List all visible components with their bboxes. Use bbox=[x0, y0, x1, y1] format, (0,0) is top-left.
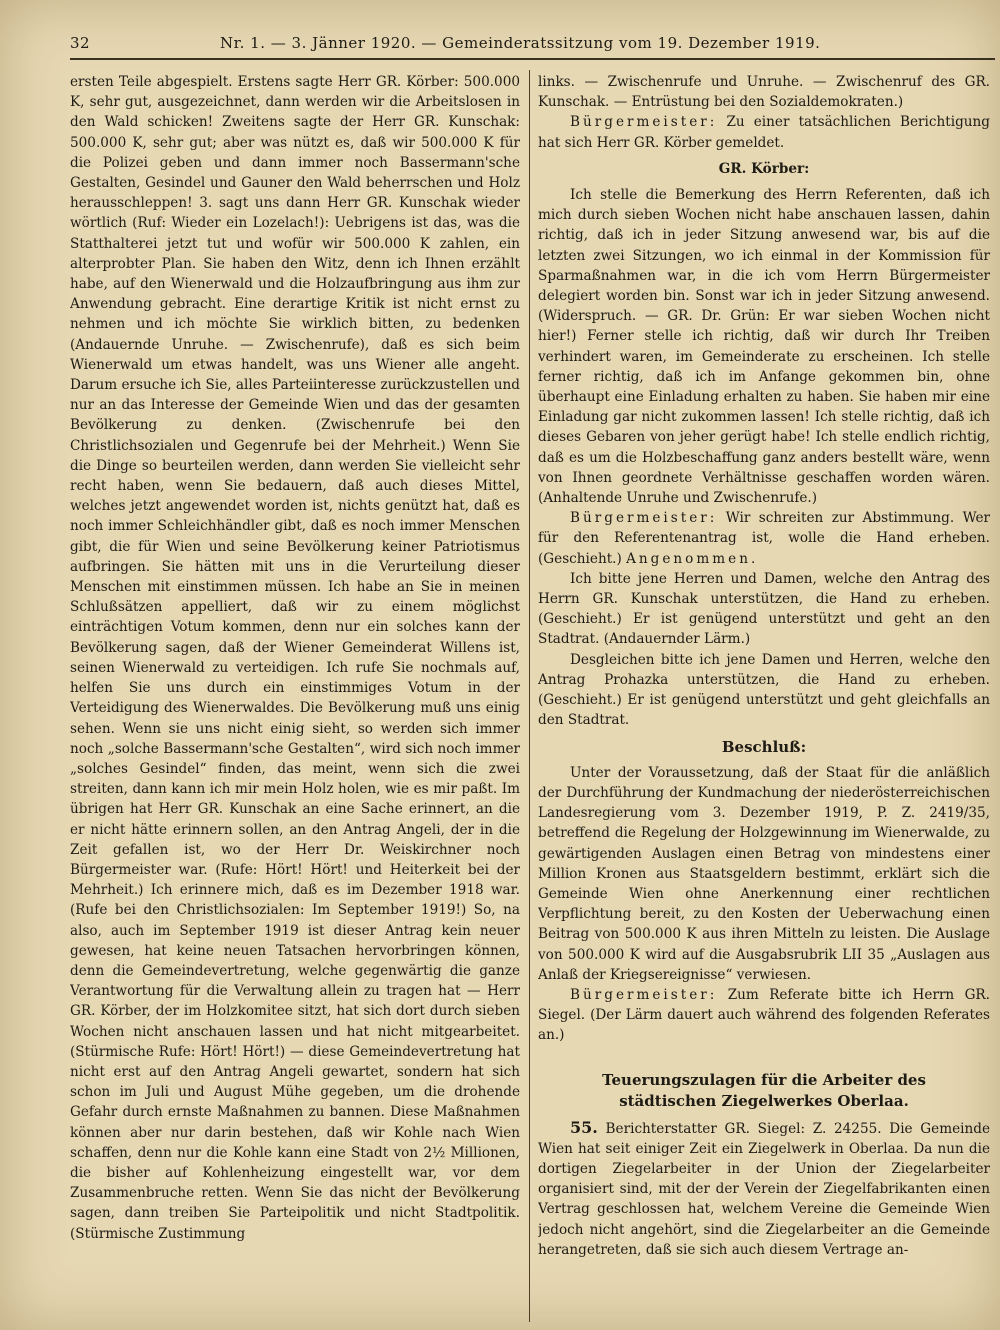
resolution-heading: Beschluß: bbox=[721, 737, 807, 756]
item-number: 55. bbox=[570, 1117, 598, 1137]
speaker-mayor: Bürgermeister: bbox=[570, 510, 718, 527]
continued-paragraph: links. — Zwischenrufe und Unruhe. — Zwischenruf des GR. Kunschak. — Entrüstung bei den Sozialdemokraten.) bbox=[538, 74, 990, 111]
mayor-text-3: Zum Referate bitte ich Herrn GR. Siegel. (Der Lärm dauert auch während des folgenden Referates an.) bbox=[538, 986, 990, 1044]
item-55-text: Berichterstatter GR. Siegel: Z. 24255. Die Gemeinde Wien hat seit einiger Zeit ein Ziegelwerk in Oberlaa. Da nun die dortigen Ziegelarbeiter in der Union der Ziegelarbeiter organisiert sind, mit der der Verein der Ziegelfabrikanten einen Vertrag geschlossen hat, welchem Vereine die Gemeinde Wien jedoch nicht angehört, sind die Ziegelarbeiter an die Gemeinde herangetreten, daß sie sich auch diesem Vertrage an- bbox=[538, 1120, 990, 1258]
running-head: Nr. 1. — 3. Jänner 1920. — Gemeinderatssitzung vom 19. Dezember 1919. bbox=[220, 34, 821, 52]
mayor-paragraph-2 bbox=[538, 508, 990, 569]
motion-prohazka: Desgleichen bitte ich jene Damen und Herren, welche den Antrag Prohazka unterstützen, die Hand zu erheben. (Geschieht.) Er ist genügend unterstützt und geht gleichfalls an den Stadtrat. bbox=[538, 651, 990, 729]
section-heading: Teuerungszulagen für die Arbeiter des städtischen Ziegelwerkes Oberlaa. bbox=[602, 1070, 926, 1110]
page-header bbox=[70, 30, 995, 58]
item-55-paragraph bbox=[538, 1118, 990, 1260]
column-divider bbox=[529, 70, 530, 1322]
page-number: 32 bbox=[70, 34, 91, 52]
left-column-text: ersten Teile abgespielt. Erstens sagte Herr GR. Körber: 500.000 K, sehr gut, ausgezeichnet, dann werden wir die Arbeitslosen in den Wald schicken! Zweitens sagte der Herr GR. Kunschak: 500.000 K, sehr gut; aber was nützt es, daß wir 500.000 K für die Polizei geben und dann immer noch Bassermann'sche Gestalten, Gesindel und Gauner den Wald beherrschen und Holz herausschleppen! 3. sagt uns dann Herr GR. Kunschak wieder wörtlich (Ruf: Wieder ein Lozelach!): Uebrigens ist das, was die Statthalterei jetzt tut und wofür wir 500.000 K zahlen, ein alterprobter Plan. Sie haben den Witz, denn ich Ihnen erzählt habe, auf den Wienerwald und die Holzaufbringung aus ihm zur Anwendung gebracht. Eine derartige Kritik ist nicht ernst zu nehmen und ich möchte Sie wirklich bitten, zu bedenken (Andauernde Unruhe. — Zwischenrufe), daß es sich beim Wienerwald um etwas handelt, was uns Wiener alle angeht. Darum ersuche ich Sie, alles Parteiinteresse zurückzustellen und nur an das Interesse der Gemeinde Wien und das der gesamten Bevölkerung zu denken. (Zwischenrufe bei den Christlichsozialen und Gegenrufe bei der Mehrheit.) Wenn Sie die Dinge so beurteilen werden, dann werden Sie vielleicht sehr recht haben, wenn Sie bedauern, daß auch dieses Mittel, welches jetzt angewendet worden ist, nichts genützt hat, daß es noch immer Schleichhändler gibt, daß es noch immer Menschen gibt, die für Wien und seine Bevölkerung keiner Patriotismus aufbringen. Sie hätten mit uns in die Verurteilung dieser Menschen mit einstimmen müssen. Ich habe an Sie in meinen Schlußsätzen appelliert, daß wir zu einem möglichst einträchtigen Votum kommen, denn nur ein solches kann der Bevölkerung sagen, daß der Wiener Gemeinderat Willens ist, seinen Wienerwald zu verteidigen. Ich rufe Sie nochmals auf, helfen Sie uns durch ein einstimmiges Votum in der Verteidigung des Wienerwaldes. Die Bevölkerung muß uns einig sehen. Wenn sie uns nicht einig sieht, so werden sich immer noch „solche Bassermann'sche Gestalten“, wird sich noch immer „solches Gesindel“ finden, das meint, wenn sich die zwei streiten, dann kann ich mir mein Holz holen, wie es mir paßt. Im übrigen hat Herr GR. Kunschak an eine Sache erinnert, an die er nicht hätte erinnern sollen, an den Antrag Angeli, der in die Zeit gefallen ist, wo der Herr Dr. Weiskirchner noch Bürgermeister war. (Rufe: Hört! Hört! und Heiterkeit bei der Mehrheit.) Ich erinnere mich, daß es im Dezember 1918 war. (Rufe bei den Christlichsozialen: Im September 1919!) So, na also, auch im September 1919 ist dieser Antrag kein neuer gewesen, hat keine neuen Tatsachen hervorbringen können, denn die Gemeindevertretung, welche gegenwärtig die ganze Verantwortung für die Verwaltung allein zu tragen hat — Herr GR. Körber, der im Holzkomitee sitzt, hat sich dort durch sieben Wochen nicht anschauen lassen und hat nicht mitgearbeitet. (Stürmische Rufe: Hört! Hört!) — diese Gemeindevertretung hat nicht erst auf den Antrag Angeli gewartet, sondern hat sich schon im Juli und August Mühe gegeben, um die drohende Gefahr durch ernste Maßnahmen zu bannen. Diese Maßnahmen können aber nur darin bestehen, daß wir Kohle nach Wien schaffen, denn nur die Kohle kann eine Stadt von 2½ Millionen, die bisher auf Kohlenheizung eingestellt war, vor dem Zusammenbruche retten. Wenn Sie das nicht der Bevölkerung sagen, dann treiben Sie Parteipolitik und nicht Stadtpolitik. (Stürmische Zustimmung bbox=[70, 74, 520, 1242]
speaker-mayor: Bürgermeister: bbox=[570, 114, 718, 131]
vote-result: Angenommen. bbox=[626, 550, 759, 567]
header-rule bbox=[70, 58, 995, 60]
korber-statement: Ich stelle die Bemerkung des Herrn Referenten, daß ich mich durch sieben Wochen nicht habe anschauen lassen, dahin richtig, daß ich in jeder Sitzung anwesend war, bis auf die letzten zwei Sitzungen, wo ich einmal in der Kommission für Sparmaßnahmen war, in die ich vom Herrn Bürgermeister delegiert worden bin. Sonst war ich in jeder Sitzung anwesend. (Widerspruch. — GR. Dr. Grün: Er war sieben Wochen nicht hier!) Ferner stelle ich richtig, daß wir durch Ihr Treiben verhindert waren, im Gemeinderate zu erscheinen. Ich stelle ferner richtig, daß ich im Anfange gekommen bin, ohne überhaupt eine Einladung erhalten zu haben. Sie haben mir eine Einladung gar nicht zukommen lassen! Ich stelle richtig, daß ich dieses Gebaren von jeher gerügt habe! Ich stelle endlich richtig, daß es um die Holzbeschaffung ganz anders bestellt wäre, wenn von Ihnen geordnete Verhältnisse geschaffen worden wären. (Anhaltende Unruhe und Zwischenrufe.) bbox=[538, 187, 990, 507]
mayor-paragraph-1 bbox=[538, 112, 990, 152]
motion-kunschak: Ich bitte jene Herren und Damen, welche den Antrag des Herrn GR. Kunschak unterstützen, die Hand zu erheben. (Geschieht.) Er ist genügend unterstützt und geht an den Stadtrat. (Andauernder Lärm.) bbox=[538, 570, 990, 648]
speaker-mayor: Bürgermeister: bbox=[570, 986, 718, 1003]
mayor-text-1: Zu einer tatsächlichen Berichtigung hat sich Herr GR. Körber gemeldet. bbox=[538, 114, 990, 151]
left-column bbox=[70, 72, 520, 1322]
resolution-text: Unter der Voraussetzung, daß der Staat für die anläßlich der Durchführung der Kundmachung der niederösterreichischen Landesregierung vom 3. Dezember 1919, P. Z. 2419/35, betreffend die Regelung der Holzgewinnung im Wienerwalde, zu gewärtigenden Auslagen einen Betrag von mindestens einer Million Kronen aus Staatsgeldern bestimmt, erklärt sich die Gemeinde Wien ohne Anerkennung einer rechtlichen Verpflichtung bereit, zu den Kosten der Ueberwachung einen Beitrag von 500.000 K aus ihren Mitteln zu leisten. Die Auslage von 500.000 K wird auf die Ausgabsrubrik LII 35 „Auslagen aus Anlaß der Kriegsereignisse“ verwiesen. bbox=[538, 764, 990, 983]
mayor-text-2: Wir schreiten zur Abstimmung. Wer für den Referentenantrag ist, wolle die Hand erheben. (Geschieht.) bbox=[538, 510, 990, 567]
speaker-heading-korber: GR. Körber: bbox=[718, 160, 810, 177]
right-column bbox=[538, 72, 990, 1322]
mayor-paragraph-3 bbox=[538, 985, 990, 1046]
